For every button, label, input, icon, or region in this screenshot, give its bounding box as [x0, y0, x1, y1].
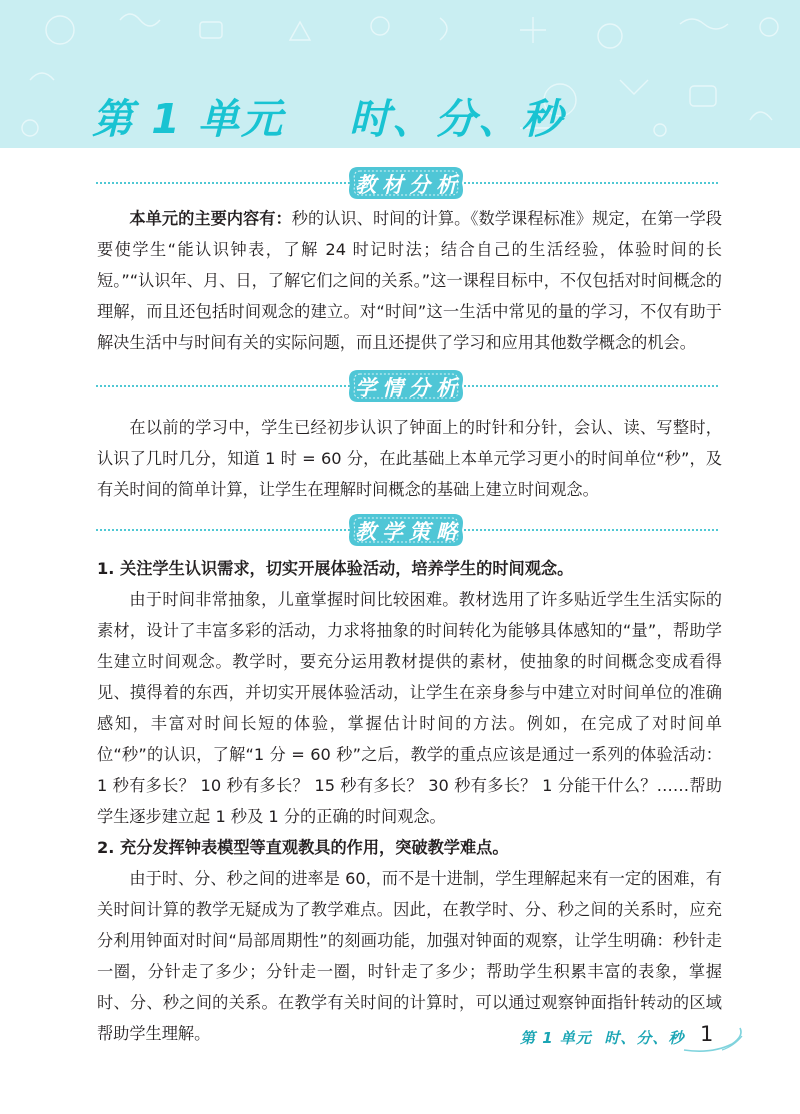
- student-paragraph: 在以前的学习中，学生已经初步认识了钟面上的时针和分针，会认、读、写整时，认识了几时几分，知道 1 时 = 60 分，在此基础上本单元学习更小的时间单位“秒”，及有关时间的简单计算，让学生在理解时间概念的基础上建立时间观念。: [97, 418, 722, 499]
- section-label: 教学策略: [355, 520, 463, 544]
- analysis-paragraph: [97, 203, 722, 358]
- strategy-point-1-heading: 1. 关注学生认识需求，切实开展体验活动，培养学生的时间观念。: [97, 559, 574, 578]
- running-title: 第 1 单元 时、分、秒: [520, 1029, 685, 1047]
- page-number: 1: [700, 1022, 714, 1046]
- section-header-strategy: [96, 510, 718, 550]
- section-header-analysis: [96, 163, 718, 203]
- section-label: 教材分析: [355, 173, 463, 197]
- analysis-body: 秒的认识、时间的计算。《数学课程标准》规定，在第一学段要使学生“能认识钟表，了解 24 时记时法；结合自己的生活经验，体验时间的长短。”“认识年、月、日，了解它们之间的关系。”这一课程目标中，不仅包括对时间概念的理解，而且还包括时间观念的建立。对“时间”这一生活中常见的量的学习，不仅有助于解决生活中与时间有关的实际问题，而且还提供了学习和应用其他数学概念的机会。: [97, 209, 723, 352]
- header-band: [0, 0, 800, 148]
- analysis-lead: 本单元的主要内容有：: [129, 209, 292, 228]
- section-label: 学情分析: [355, 376, 463, 400]
- unit-title: 第 1 单元 时、分、秒: [92, 95, 565, 143]
- strategy-point-2-heading: 2. 充分发挥钟表模型等直观教具的作用，突破教学难点。: [97, 838, 509, 857]
- strategy-point-1-body: 由于时间非常抽象，儿童掌握时间比较困难。教材选用了许多贴近学生生活实际的素材，设计了丰富多彩的活动，力求将抽象的时间转化为能够具体感知的“量”，帮助学生建立时间观念。教学时，要充分运用教材提供的素材，使抽象的时间概念变成看得见、摸得着的东西，并切实开展体验活动，让学生在亲身参与中建立对时间单位的准确感知，丰富对时间长短的体验，掌握估计时间的方法。例如，在完成了对时间单位“秒”的认识，了解“1 分 = 60 秒”之后，教学的重点应该是通过一系列的体验活动：1 秒有多长？ 10 秒有多长？ 15 秒有多长？ 30 秒有多长？ 1 分能干什么？……帮助学生逐步建立起 1 秒及 1 分的正确的时间观念。: [97, 590, 722, 826]
- section-badge: [344, 163, 468, 203]
- section-badge: [344, 366, 468, 406]
- section-badge: [344, 510, 468, 550]
- page-number-decoration: [682, 1020, 752, 1060]
- strategy-point-2-body: 由于时、分、秒之间的进率是 60，而不是十进制，学生理解起来有一定的困难，有关时间计算的教学无疑成为了教学难点。因此，在教学时、分、秒之间的关系时，应充分利用钟面对时间“局部周期性”的刻画功能，加强对钟面的观察，让学生明确：秒针走一圈，分针走了多少；分针走一圈，时针走了多少；帮助学生积累丰富的表象，掌握时、分、秒之间的关系。在教学有关时间的计算时，可以通过观察钟面指针转动的区域帮助学生理解。: [97, 869, 722, 1043]
- section-header-student: [96, 366, 718, 406]
